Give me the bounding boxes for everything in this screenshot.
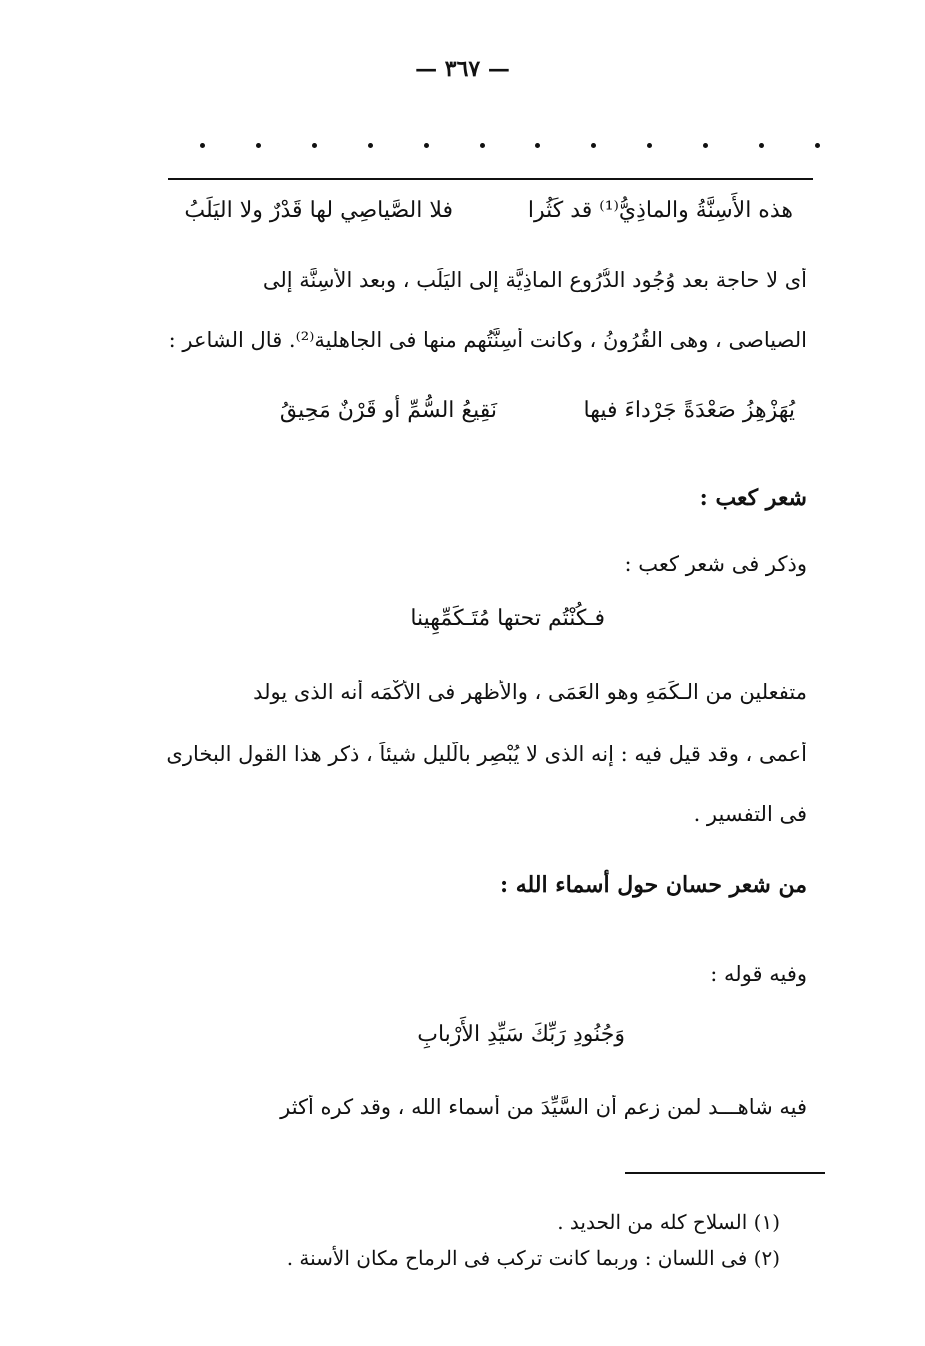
paragraph-3-line-1: فيه شاهـــد لمن زعم أن السَّيِّدَ من أسماء الله ، وقد كره أكثر — [280, 1095, 807, 1119]
top-divider — [168, 178, 813, 180]
dot — [815, 143, 820, 148]
dot — [424, 143, 429, 148]
paragraph-2-line-1: متفعلين من الـكَمَهِ وهو العَمَى ، والأظهر فى الأَكْمَه أنه الذى يولد — [253, 680, 807, 704]
verse-2-right-hemistich: يُهَزْهِزُ صَعْدَةً جَرْداءَ فيها — [583, 398, 795, 423]
dot — [591, 143, 596, 148]
dot — [200, 143, 205, 148]
dot — [312, 143, 317, 148]
dot — [368, 143, 373, 148]
ellipsis-dots — [200, 130, 820, 160]
verse-1 — [0, 198, 925, 228]
section-heading-hassan: من شعر حسان حول أسماء الله : — [499, 872, 807, 898]
dot — [759, 143, 764, 148]
section-heading-kaab: شعر كعب : — [699, 485, 807, 511]
dot — [703, 143, 708, 148]
dot — [535, 143, 540, 148]
dot — [647, 143, 652, 148]
footnote-divider — [625, 1172, 825, 1174]
dot — [480, 143, 485, 148]
verse-1-left-hemistich: فلا الصَّياصِي لها قَدْرٌ ولا اليَلَبُ — [184, 198, 453, 223]
dot — [256, 143, 261, 148]
paragraph-1-line-1: أى لا حاجة بعد وُجُود الدُّرُوع الماذِيَّة إلى اليَلَب ، وبعد الأَسِنَّة إلى — [262, 268, 807, 292]
verse-1-right-hemistich: هذه الأَسِنَّةُ والماذِيُّ⁽¹⁾ قد كَثُرا — [527, 198, 793, 223]
verse-2 — [0, 398, 925, 428]
page-number: — ٣٦٧ — — [415, 56, 510, 82]
intro-hassan: وفيه قوله : — [710, 962, 807, 986]
verse-4: وَجُنُودِ رَبِّكَ سَيِّدِ الأَرْبابِ — [417, 1022, 625, 1047]
paragraph-1-line-2: الصياصى ، وهى القُرُونُ ، وكانت أَسِنَّتُهم منها فى الجاهلية⁽²⁾. قال الشاعر : — [168, 328, 807, 352]
footnote-1: (١) السلاح كله من الحديد . — [557, 1210, 780, 1234]
paragraph-2-line-2: أعمى ، وقد قيل فيه : إنه الذى لا يُبْصِر بالَّليل شيئاً ، ذكر هذا القول البخارى — [166, 742, 807, 766]
paragraph-2-line-3: فى التفسير . — [693, 802, 807, 826]
intro-kaab: وذكر فى شعر كعب : — [624, 552, 807, 576]
verse-3: فـكُنْتُم تحتها مُتَـكَمِّهِينا — [410, 606, 605, 631]
verse-2-left-hemistich: نَقِيعُ السُّمِّ أو قَرْنٌ مَحِيقُ — [279, 398, 497, 423]
footnote-2: (٢) فى اللسان : وربما كانت تركب فى الرماح مكان الأسنة . — [286, 1246, 780, 1270]
